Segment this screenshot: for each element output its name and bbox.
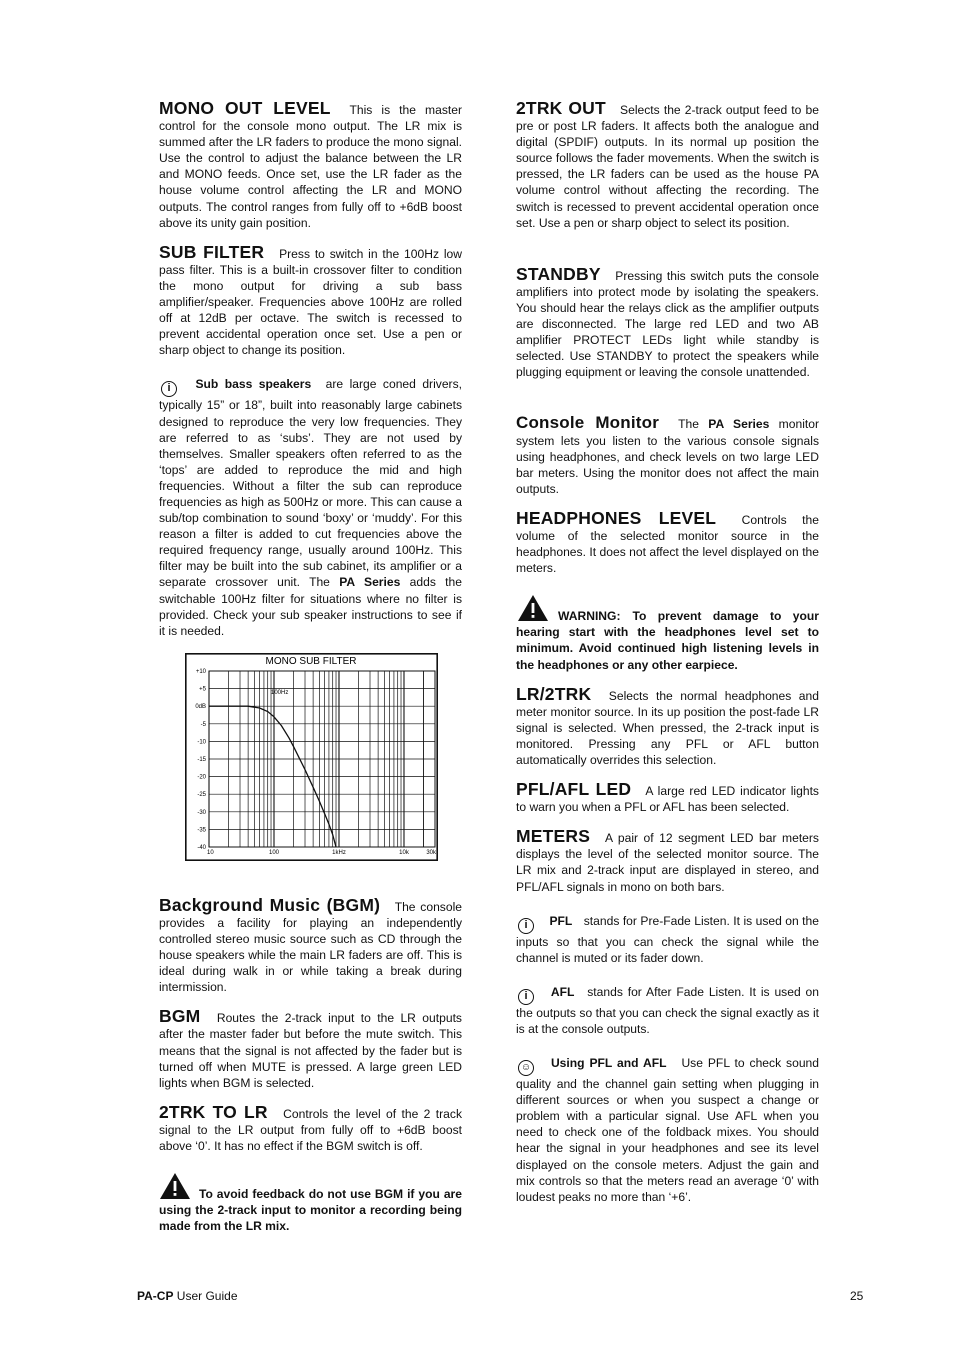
smiley-icon: ☺ xyxy=(518,1060,534,1076)
headphones-text: Controls the volume of the selected monitor source in the headphones. It does not affect the level displayed on the meters. xyxy=(516,512,819,576)
sub-filter-heading: SUB FILTER xyxy=(159,241,265,262)
bgm-section-text: The console provides a facility for playing an independently controlled stereo music source such as CD through the house speakers while the main LR faders are off. This is ideal during walk in or while taking a break during intermission. xyxy=(159,899,462,995)
afl-info-title: AFL xyxy=(550,984,575,999)
sub-bass-text-1: are large coned drivers, typically 15” or 18”, built into reasonably large cabinets designed to reproduce the very low frequencies. They are referred to as ‘subs’. They are not used by themselves. Smaller speakers often referred to as the ‘tops’ are added to reproduce the mid and high frequencies. Without a filter the sub can reproduce frequencies as high as 500Hz or more. This can cause a sub/top combination to sound ‘boxy’ or ‘muddy’. For this reason a filter is added to cut frequencies above the required frequency range, usually around 100Hz. This filter may be built into the sub cabinet, its amplifier or a separate crossover unit. The xyxy=(159,377,462,590)
x-tick-label: 100 xyxy=(268,849,280,856)
trk-to-lr-heading: 2TRK TO LR xyxy=(159,1101,268,1122)
hearing-warning xyxy=(516,594,819,672)
info-icon: i xyxy=(518,989,534,1005)
spacer xyxy=(516,393,819,415)
hearing-warning-text: To prevent damage to your hearing start with the headphones level set to minimum. Avoid continued high listening levels in the headphones or any other earpiece. xyxy=(516,609,819,672)
footer-guide xyxy=(137,1289,238,1303)
trk-to-lr-text: Controls the level of the 2 track signal to the LR output from fully off to +6dB boost above ‘0’. It has no effect if the BGM switch is off. xyxy=(159,1106,462,1154)
console-monitor-section xyxy=(516,415,819,496)
y-tick-label: -35 xyxy=(197,827,206,834)
bgm-section xyxy=(159,894,462,996)
sub-bass-info xyxy=(159,376,462,638)
lr-2trk-text: Selects the normal headphones and meter monitor source. In its up position the post-fade LR signal is selected. When pressed, the 2-track input is monitored. Pressing any PFL or AFL button automatically overrides this selection. xyxy=(516,688,819,767)
trk-out-section xyxy=(516,100,819,231)
y-tick-label: -15 xyxy=(197,756,206,763)
info-icon: i xyxy=(518,918,534,934)
y-tick-label: -25 xyxy=(197,792,206,799)
y-tick-label: -30 xyxy=(197,809,206,816)
x-tick-label: 30k xyxy=(426,849,436,856)
pfl-info xyxy=(516,913,819,966)
footer-product: PA-CP xyxy=(137,1289,174,1303)
footer-page-number: 25 xyxy=(850,1289,864,1303)
console-monitor-text-1: The xyxy=(678,417,699,432)
sub-bass-text-2: adds the switchable 100Hz filter for situations where no filter is provided. Check your sub speaker instructions to see if it is needed. xyxy=(159,575,462,638)
footer-guide-text: User Guide xyxy=(176,1289,238,1303)
y-tick-label: +10 xyxy=(195,668,206,675)
mono-out-text: This is the master control for the console mono output. The LR mix is summed after the LR faders to produce the mono signal. Use the control to adjust the balance between the LR and MONO feeds. Once set, use the LR fader as the house volume control affecting the LR and MONO outputs. The control ranges from fully off to +6dB boost above its unity gain position. xyxy=(159,103,462,230)
bgm-text: Routes the 2-track input to the LR outputs after the master fader but before the mute switch. This means that the signal is not affected by the fader but is turned off when MUTE is pressed. A large green LED lights when BGM is selected. xyxy=(159,1011,462,1090)
standby-section xyxy=(516,263,819,381)
bgm-section-heading: Background Music (BGM) xyxy=(159,894,381,915)
sub-filter-section xyxy=(159,241,462,359)
y-tick-label: +5 xyxy=(199,686,206,693)
headphones-section xyxy=(516,507,819,576)
pfl-afl-tip-title: Using PFL and AFL xyxy=(550,1056,667,1071)
feedback-warning xyxy=(159,1172,462,1234)
afl-info-text: stands for After Fade Listen. It is used on the outputs so that you can check the signal exactly as it is at the console outputs. xyxy=(516,984,819,1036)
mono-sub-filter-chart xyxy=(185,653,438,861)
standby-text: Pressing this switch puts the console amplifiers into protect mode by isolating the speakers. You should hear the relays click as the amplifier outputs are disconnected. The large red LED and two AB amplifier PROTECT LEDs light while standby is selected. Use STANDBY to protect the speakers while plugging equipment or leaving the console unattended. xyxy=(516,268,819,380)
standby-heading: STANDBY xyxy=(516,263,601,284)
sub-bass-title: Sub bass speakers xyxy=(195,377,312,392)
bgm-switch-section xyxy=(159,1008,462,1090)
trk-to-lr-section xyxy=(159,1101,462,1154)
feedback-warning-text: To avoid feedback do not use BGM if you are using the 2-track input to monitor a recording being made from the LR mix. xyxy=(159,1187,462,1234)
info-icon: i xyxy=(161,381,177,397)
hearing-warning-label: WARNING: xyxy=(558,609,621,624)
pfl-afl-led-text: A large red LED indicator lights to warn you when a PFL or AFL has been selected. xyxy=(516,784,819,815)
y-tick-label: -5 xyxy=(200,721,206,728)
meters-text: A pair of 12 segment LED bar meters displays the level of the selected monitor source. The LR mix and 2-track input are displayed in stereo, and PFL/AFL signals in mono on both bars. xyxy=(516,831,819,894)
warning-icon xyxy=(516,594,550,622)
chart-svg xyxy=(185,653,438,861)
trk-out-text: Selects the 2-track output feed to be pre or post LR faders. It affects both the analogue and digital (SPDIF) outputs. In its normal up position the source follows the fader movements. When the switch is pressed, the LR faders can be used as the house PA volume control without affecting the recording. The switch is recessed to prevent accidental operation once set. Use a pen or sharp object to select its position. xyxy=(516,103,819,230)
console-monitor-heading: Console Monitor xyxy=(516,413,660,433)
y-tick-label: 0dB xyxy=(195,704,206,711)
lr-2trk-heading: LR/2TRK xyxy=(516,683,592,704)
meters-heading: METERS xyxy=(516,826,591,847)
console-monitor-text-2: monitor system lets you listen to the various console signals using headphones, and check levels on two large LED bar meters. Using the monitor does not affect the main outputs. xyxy=(516,417,819,496)
y-tick-label: -10 xyxy=(197,739,206,746)
right-column xyxy=(516,100,819,1218)
trk-out-heading: 2TRK OUT xyxy=(516,98,606,118)
mono-out-heading: MONO OUT LEVEL xyxy=(159,98,331,118)
meters-section xyxy=(516,828,819,894)
sub-filter-text: Press to switch in the 100Hz low pass filter. This is a built-in crossover filter to condition the mono output for driving a sub bass amplifier/speaker. Frequencies above 100Hz are rolled off at 12dB per octave. The switch is recessed to prevent accidental operation once set. Use a pen or sharp object to change its position. xyxy=(159,246,462,358)
y-tick-label: -40 xyxy=(197,844,206,851)
bgm-heading: BGM xyxy=(159,1006,201,1027)
pfl-afl-tip-text: Use PFL to check sound quality and the channel gain setting when plugging in different sources or when you suspect a change or problem with a particular signal. Use AFL when you need to check one of the foldback mixes. You should hear the signal in your headphones and see its level displayed on the console meters. Adjust the gain and mix controls so that the meters read an average ‘0’ with loudest peaks no more than ‘+6’. xyxy=(516,1056,820,1204)
pfl-info-title: PFL xyxy=(549,913,573,928)
lr-2trk-section xyxy=(516,683,819,768)
console-monitor-brand: PA Series xyxy=(708,417,770,432)
x-tick-label: 10 xyxy=(207,849,214,856)
afl-info xyxy=(516,984,819,1037)
x-tick-label: 1kHz xyxy=(332,849,346,856)
pfl-afl-led-heading: PFL/AFL LED xyxy=(516,779,632,800)
cutoff-annotation: 100Hz xyxy=(270,689,289,696)
pfl-afl-tip xyxy=(516,1055,819,1205)
headphones-heading: HEADPHONES LEVEL xyxy=(516,507,717,528)
mono-out-section xyxy=(159,100,462,231)
chart-title: MONO SUB FILTER xyxy=(265,655,357,667)
left-column xyxy=(159,100,462,1247)
pfl-info-text: stands for Pre-Fade Listen. It is used on the inputs so that you can check the signal while the channel is muted or its fader down. xyxy=(516,913,819,965)
x-tick-label: 10k xyxy=(399,849,409,856)
pfl-afl-led-section xyxy=(516,781,819,815)
y-tick-label: -20 xyxy=(197,774,206,781)
spacer xyxy=(516,244,819,266)
sub-bass-brand: PA Series xyxy=(339,575,401,590)
warning-icon xyxy=(159,1172,191,1200)
